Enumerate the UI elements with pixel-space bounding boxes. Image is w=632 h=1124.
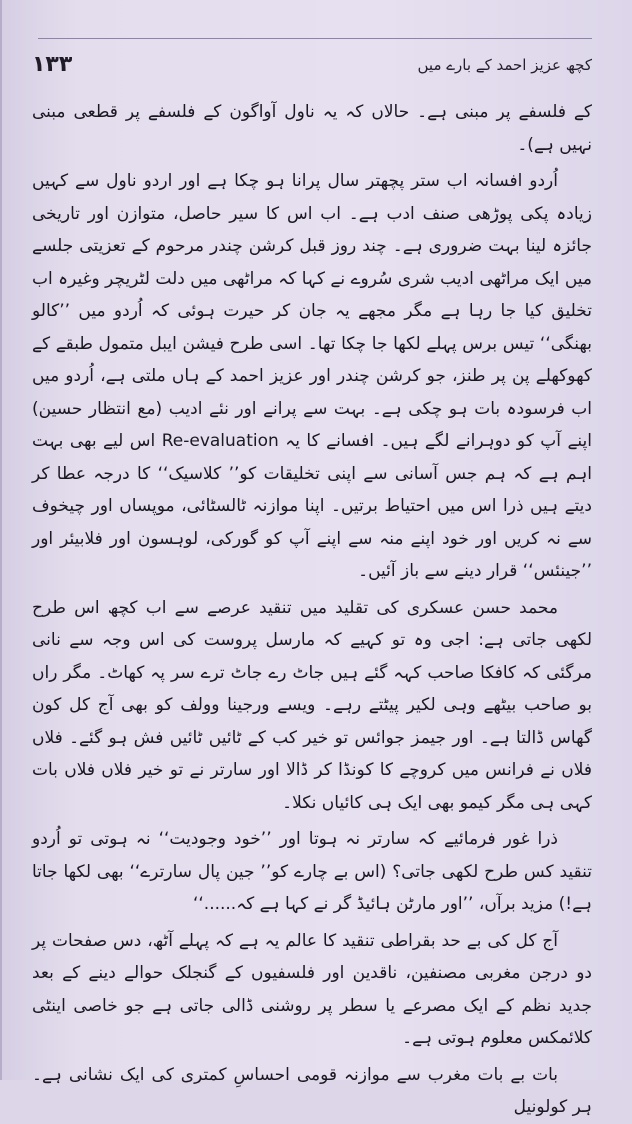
page-body (32, 96, 592, 1117)
paragraph-urdu-afsana: اُردو افسانہ اب ستر پچھتر سال پرانا ہو چکا ہے اور اردو ناول سے کہیں زیادہ پکی پوڑھی صنف ادب ہے۔ اب اس کا سیر حاصل، متوازن اور تاریخی جائزہ لینا بہت ضروری ہے۔ چند روز قبل کرشن چندر مرحوم کے تعزیتی جلسے میں ایک مراٹھی ادیب شری سُروے نے کہا کہ مراٹھی میں دلت لٹریچر وغیرہ اب تخلیق کیا جا رہا ہے مگر مجھے یہ جان کر حیرت ہوئی کہ اُردو میں ’’کالو بھنگی‘‘ تیس برس پہلے لکھا جا چکا تھا۔ اسی طرح فیشن ایبل متمول طبقے کے کھوکھلے پن پر طنز، جو کرشن چندر اور عزیز احمد کے ہاں ملتی ہے، اُردو میں اب فرسودہ بات ہو چکی ہے۔ بہت سے پرانے اور نئے ادیب (مع انتظار حسین) اپنے آپ کو دوہرانے لگے ہیں۔ افسانے کا یہ Re-evaluation اس لیے بھی بہت اہم ہے کہ ہم جس آسانی سے اپنی تخلیقات کو’’ کلاسیک‘‘ کا درجہ عطا کر دیتے ہیں ذرا اس میں احتیاط برتیں۔ اپنا موازنہ ٹالسٹائی، موپساں اور چیخوف سے نہ کریں اور خود اپنے منہ سے اپنے آپ کو گورکی، لوہسون اور فلابیئر اور ’’جینئس‘‘ قرار دینے سے باز آئیں۔ (32, 171, 592, 581)
paragraph-sartre: ذرا غور فرمائیے کہ سارتر نہ ہوتا اور ’’خود وجودیت‘‘ نہ ہوتی تو اُردو تنقید کس طرح لکھی جاتی؟ (اس بے چارے کو’’ جین پال سارترے‘‘ بھی لکھا جاتا ہے!) مزید برآں، ’’اور مارٹن ہائیڈ گر نے کہا ہے کہ......‘‘ (32, 829, 592, 914)
page-header (32, 52, 592, 88)
header-divider (38, 38, 592, 39)
paragraph-colonial: بات بے بات مغرب سے موازنہ قومی احساسِ کمتری کی ایک نشانی ہے۔ ہر کولونیل (32, 1064, 592, 1117)
running-head: کچھ عزیز احمد کے بارے میں (417, 56, 592, 74)
paragraph-modern-criticism: آج کل کی بے حد بقراطی تنقید کا عالم یہ ہے کہ پہلے آٹھ، دس صفحات پر دو درجن مغربی مصنفین، ناقدین اور فلسفیوں کے گنجلک حوالے دینے کے بعد جدید نظم کے ایک مصرعے یا سطر پر روشنی ڈالی جاتی ہے جو خاصی اینٹی کلائمکس معلوم ہوتی ہے۔ (32, 930, 592, 1048)
paragraph-askari-criticism: محمد حسن عسکری کی تقلید میں تنقید عرصے سے اب کچھ اس طرح لکھی جاتی ہے: اجی وہ تو کہیے کہ مارسل پروست کی اس وجہ سے نانی مرگئی کہ کافکا صاحب کہہ گئے ہیں جاٹ رے جاٹ ترے سر پہ کھاٹ۔ مگر راں بو صاحب بیٹھے وہی لکیر پیٹتے رہے۔ ویسے ورجینا وولف کو بھی آج کل کون گھاس ڈالتا ہے۔ اور جیمز جوائس تو خیر کب کے ٹائیں ٹائیں فش ہو گئے۔ فلاں فلاں نے فرانس میں کروچے کا کونڈا کر ڈالا اور سارتر نے تو خیر فلاں فلاں بات کہی ہی مگر کیمو بھی ایک ہی کائیاں نکلا۔ (32, 597, 592, 813)
paragraph-continuation: کے فلسفے پر مبنی ہے۔ حالاں کہ یہ ناول آواگون کے فلسفے پر قطعی مبنی نہیں ہے)۔ (32, 102, 592, 155)
page-number: ۱۳۳ (32, 52, 73, 77)
